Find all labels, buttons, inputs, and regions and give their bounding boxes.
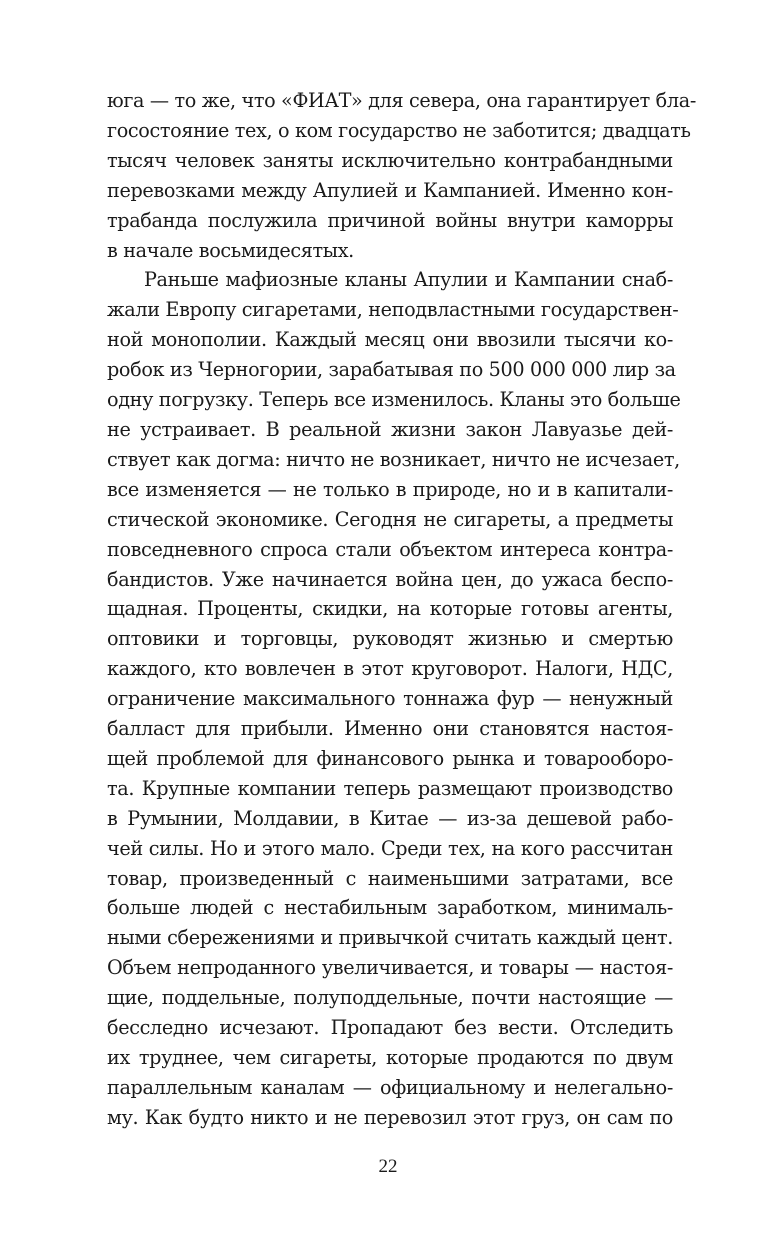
- text-line: бесследно исчезают. Пропадают без вести. Отследить: [107, 1016, 673, 1040]
- text-line: ограничение максимального тоннажа фур — ненужный: [107, 687, 673, 711]
- text-line: му. Как будто никто и не перевозил этот груз, он сам по: [107, 1105, 673, 1129]
- text-line: стической экономике. Сегодня не сигареты, а предметы: [107, 507, 673, 531]
- text-line: Объем непроданного увеличивается, и товары — настоя-: [107, 956, 673, 980]
- text-line: перевозками между Апулией и Кампанией. Именно кон-: [107, 178, 673, 202]
- text-line: робок из Черногории, зарабатывая по 500 000 000 лир за: [107, 358, 676, 382]
- text-line: юга — то же, что «ФИАТ» для севера, она гарантирует бла-: [107, 89, 696, 112]
- text-line: та. Крупные компании теперь размещают производство: [107, 776, 673, 800]
- text-line: ными сбережениями и привычкой считать каждый цент.: [107, 926, 673, 950]
- paragraph: [107, 265, 681, 1132]
- body-text: [107, 86, 696, 1133]
- text-line: тысяч человек заняты исключительно контрабандными: [107, 148, 673, 172]
- text-line: щей проблемой для финансового рынка и товарооборо-: [107, 746, 673, 770]
- text-line: не устраивает. В реальной жизни закон Лавуазье дей-: [107, 417, 673, 441]
- text-line: Раньше мафиозные кланы Апулии и Кампании снаб-: [144, 268, 673, 292]
- text-line: в начале восьмидесятых.: [107, 238, 354, 262]
- text-line: товар, произведенный с наименьшими затратами, все: [107, 866, 673, 890]
- text-line: щадная. Проценты, скидки, на которые готовы агенты,: [107, 597, 673, 621]
- text-line: больше людей с нестабильным заработком, минималь-: [107, 896, 673, 920]
- text-line: ствует как догма: ничто не возникает, ничто не исчезает,: [107, 447, 680, 471]
- page-number: 22: [378, 1156, 398, 1177]
- text-line: чей силы. Но и этого мало. Среди тех, на кого рассчитан: [107, 836, 673, 860]
- text-line: в Румынии, Молдавии, в Китае — из-за дешевой рабо-: [107, 806, 673, 830]
- text-line: бандистов. Уже начинается война цен, до ужаса беспо-: [107, 567, 673, 591]
- paragraph: [107, 86, 696, 265]
- text-line: жали Европу сигаретами, неподвластными государствен-: [107, 298, 679, 322]
- text-line: повседневного спроса стали объектом интереса контра-: [107, 537, 673, 561]
- text-line: госостояние тех, о ком государство не заботится; двадцать: [107, 118, 691, 142]
- text-line: параллельным каналам — официальному и нелегально-: [107, 1075, 673, 1099]
- text-line: одну погрузку. Теперь все изменилось. Кланы это больше: [107, 388, 681, 412]
- text-line: их труднее, чем сигареты, которые продаются по двум: [107, 1046, 673, 1069]
- text-line: ной монополии. Каждый месяц они ввозили тысячи ко-: [107, 328, 673, 352]
- text-line: щие, поддельные, полуподдельные, почти настоящие —: [107, 986, 673, 1010]
- text-line: балласт для прибыли. Именно они становятся настоя-: [107, 717, 673, 741]
- text-line: оптовики и торговцы, руководят жизнью и смертью: [107, 627, 673, 651]
- text-line: все изменяется — не только в природе, но и в капитали-: [107, 477, 673, 501]
- text-line: трабанда послужила причиной войны внутри каморры: [107, 208, 673, 232]
- text-line: каждого, кто вовлечен в этот круговорот. Налоги, НДС,: [107, 657, 673, 681]
